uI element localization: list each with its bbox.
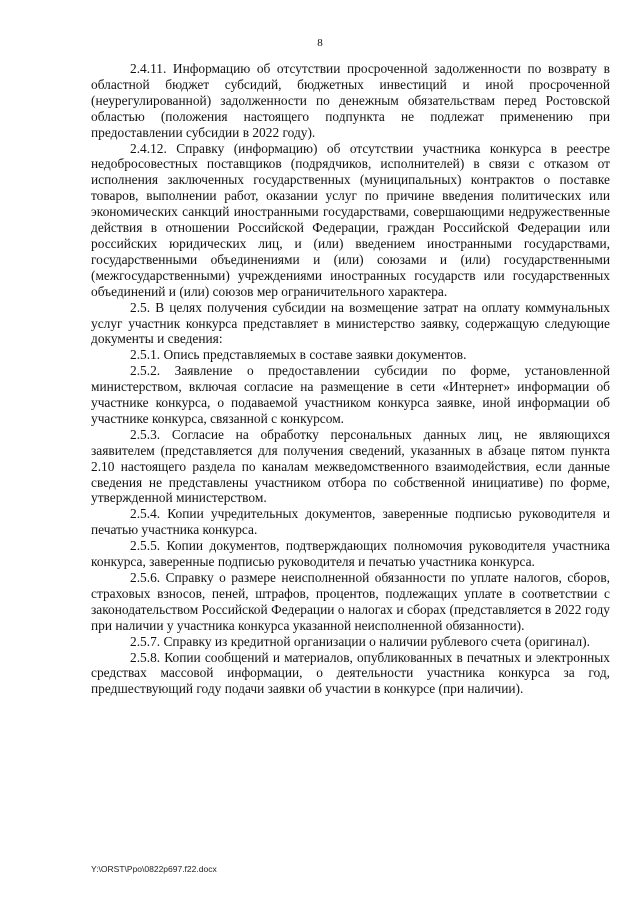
paragraph-2-5-3: 2.5.3. Согласие на обработку персональных данных лиц, не являющихся заявителем (представляется для получения сведений, указанных в абзаце пятом пункта 2.10 настоящего раздела по каналам межведомственного взаимодействия, если данные сведения не представлены участником отбора по собственной инициативе) по форме, утвержденной министерством. [91, 426, 610, 506]
page-number: 8 [317, 37, 323, 49]
paragraph-2-5-6: 2.5.6. Справку о размере неисполненной обязанности по уплате налогов, сборов, страховых взносов, пеней, штрафов, процентов, подлежащих уплате в соответствии с законодательством Российской Федерации о налогах и сборах (представляется в 2022 году при наличии у участника конкурса указанной неисполненной обязанности). [91, 570, 610, 633]
paragraph-2-4-12: 2.4.12. Справку (информацию) об отсутствии участника конкурса в реестре недобросовестных поставщиков (подрядчиков, исполнителей) в связи с отказом от исполнения заключенных государственных (муниципальных) контрактов о поставке товаров, выполнении работ, оказании услуг по причине введения политических или экономических санкций иностранными государствами, совершающими недружественные действия в отношении Российской Федерации, граждан Российской Федерации или российских юридических лиц, и (или) введением иностранными государствами, государственными объединениями и (или) союзами и (или) государственными (межгосударственными) учреждениями иностранных государств или государственных объединений и (или) союзов мер ограничительного характера. [91, 140, 610, 299]
paragraph-2-5-5: 2.5.5. Копии документов, подтверждающих полномочия руководителя участника конкурса, заверенные подписью руководителя и печатью участника конкурса. [91, 538, 610, 570]
footer-file-path: Y:\ORST\Ppo\0822p697.f22.docx [91, 864, 217, 874]
paragraph-2-5-8: 2.5.8. Копии сообщений и материалов, опубликованных в печатных и электронных средствах массовой информации, о деятельности участника конкурса за год, предшествующий году подачи заявки об участии в конкурсе (при наличии). [91, 649, 610, 697]
paragraph-2-5-7: 2.5.7. Справку из кредитной организации о наличии рублевого счета (оригинал). [130, 633, 590, 649]
paragraph-2-5-4: 2.5.4. Копии учредительных документов, заверенные подписью руководителя и печатью участника конкурса. [91, 506, 610, 538]
paragraph-2-4-11: 2.4.11. Информацию об отсутствии просроченной задолженности по возврату в областной бюджет субсидий, бюджетных инвестиций и иной просроченной (неурегулированной) задолженности по денежным обязательствам перед Ростовской областью (положения настоящего подпункта не подлежат применению при предоставлении субсидии в 2022 году). [91, 61, 610, 140]
paragraph-2-5: 2.5. В целях получения субсидии на возмещение затрат на оплату коммунальных услуг участник конкурса представляет в министерство заявку, содержащую следующие документы и сведения: [91, 299, 610, 347]
document-body [91, 61, 610, 697]
paragraph-2-5-1: 2.5.1. Опись представляемых в составе заявки документов. [130, 347, 467, 363]
paragraph-2-5-2: 2.5.2. Заявление о предоставлении субсидии по форме, установленной министерством, включая согласие на размещение в сети «Интернет» информации об участнике конкурса, о подаваемой участником конкурса заявке, иной информации об участнике конкурса, связанной с конкурсом. [91, 363, 610, 426]
